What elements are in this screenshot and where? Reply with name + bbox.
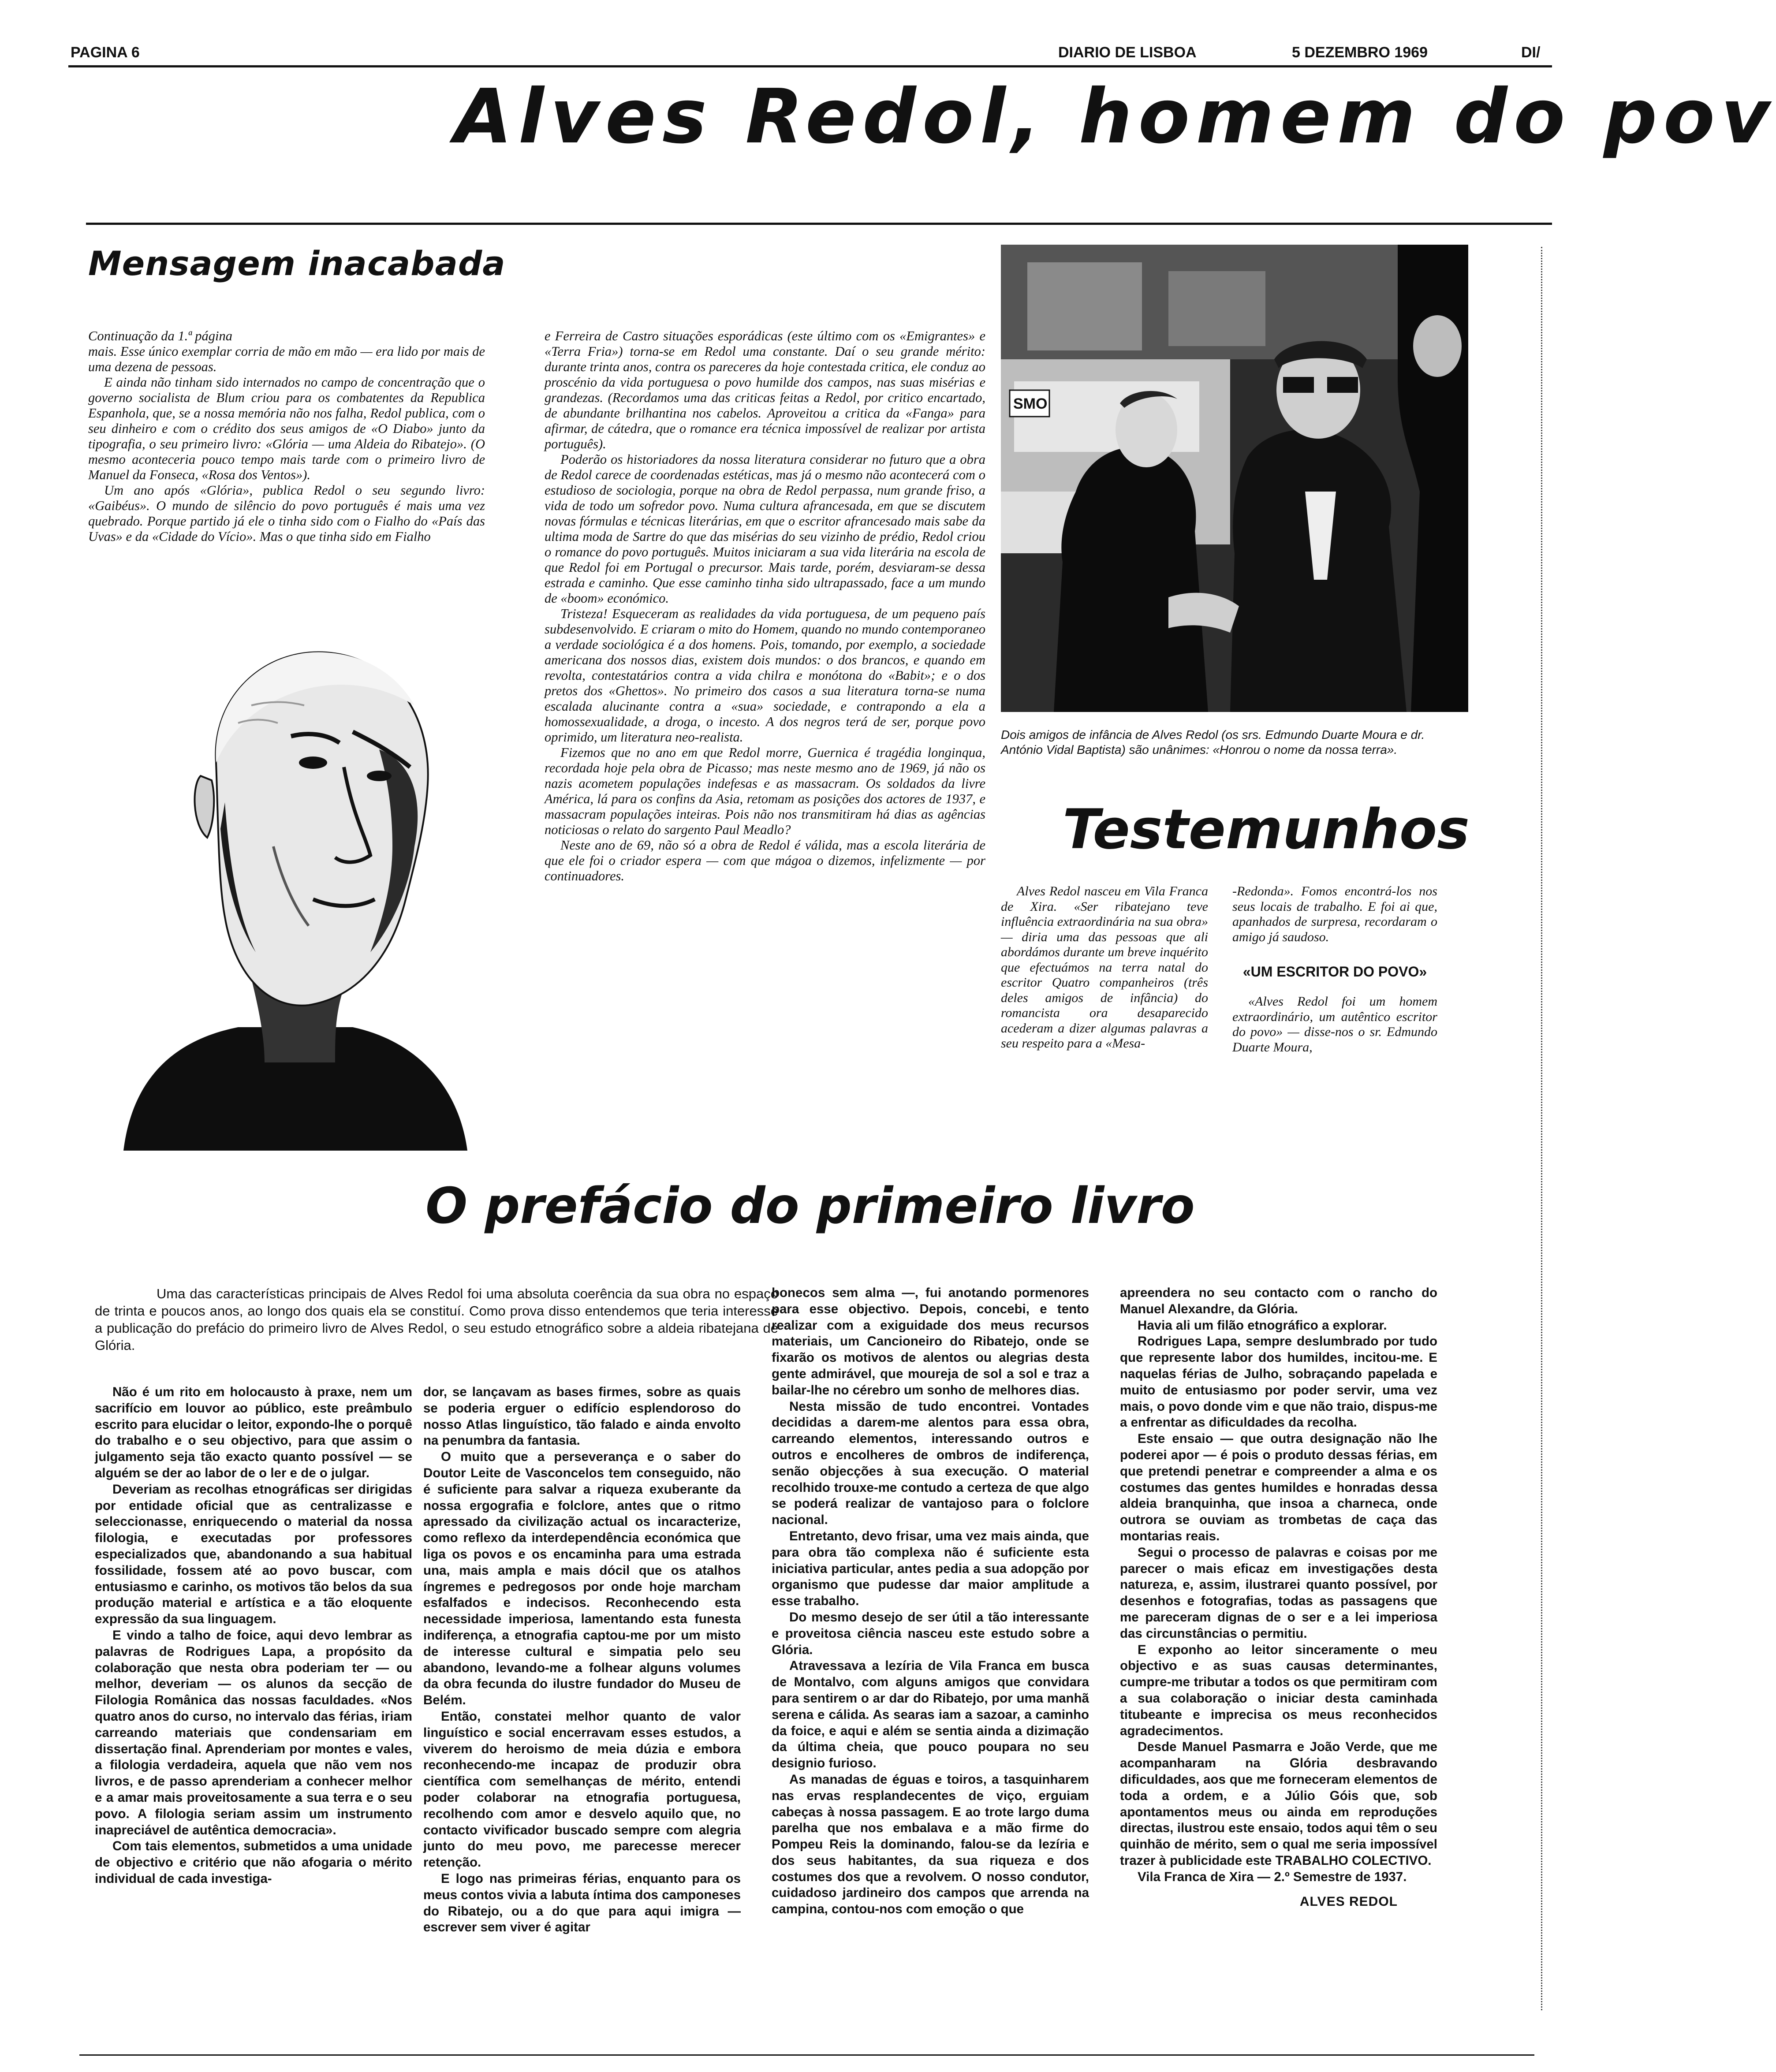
paragraph: mais. Esse único exemplar corria de mão em mão — era lido por mais de uma dezena de pessoas. (88, 344, 485, 374)
mensagem-column-1 (88, 328, 485, 544)
paragraph: E exponho ao leitor sinceramente o meu objectivo e as suas causas determinantes, cumpre-me tributar a todos os que permitiram com a sua colaboração o iniciar desta caminhada titubeante e imprecisa os meus reconhecidos agradecimentos. (1120, 1642, 1437, 1738)
prefacio-column-1 (95, 1384, 412, 1887)
paragraph: Do mesmo desejo de ser útil a tão interessante e proveitosa ciência nasceu este estudo sobre a Glória. (772, 1610, 1089, 1657)
paragraph: Fizemos que no ano em que Redol morre, Guernica é tragédia longinqua, recordada hoje pela obra de Picasso; mas neste mesmo ano de 1969, já não os nazis acometem populações indefesas e as massacram. Os soldados da livre América, lá para os confins da Asia, retomam as posições dos actores de 1937, e massacram populações inteiras. Pois não nos transmitiram há dias as agências noticiosas o relato do sargento Paul Meadlo? (545, 745, 985, 837)
paragraph: Desde Manuel Pasmarra e João Verde, que me acompanharam na Glória desbravando dificuldades, aos que me forneceram elementos de toda a ordem, e a Júlio Góis que, sob apontamentos meus ou ainda em reproduções directas, ilustrou este ensaio, todos aqui têm o seu quinhão de mérito, sem o qual me seria impossível trazer à publicidade este TRABALHO COLECTIVO. (1120, 1740, 1437, 1868)
bottom-rule (79, 2054, 1534, 2056)
paragraph: Vila Franca de Xira — 2.º Semestre de 1937. (1138, 1869, 1407, 1884)
issue-date: 5 DEZEMBRO 1969 (1292, 44, 1428, 61)
paragraph: E vindo a talho de foice, aqui devo lembrar as palavras de Rodrigues Lapa, a propósito da colaboração que nesta obra poderiam ter — ou melhor, deveriam — os alunos da secção de Filologia Românica das nossas faculdades. «Nos quatro anos do curso, no intervalo das férias, iriam carreando materiais que condensariam em dissertação final. Aprenderiam por montes e vales, a filologia verdadeira, aquela que não vem nos livros, e de passo aprenderiam a conhecer melhor e a amar mais proveitosamente a sua terra e o seu povo. A filologia seriam assim um instrumento inapreciável de autêntica democracia». (95, 1628, 412, 1837)
prefacio-column-4 (1120, 1285, 1437, 1910)
friends-photo (1001, 245, 1468, 712)
paragraph: Este ensaio — que outra designação não lhe poderei apor — é pois o produto dessas férias, em que pretendi penetrar e compreender a alma e os costumes das gentes humildes e honradas dessa aldeia branquinha, que insoa a charneca, onde outrora se ouviam as trombetas de caça das montarias reais. (1120, 1431, 1437, 1543)
paragraph: Alves Redol nasceu em Vila Franca de Xira. «Ser ribatejano teve influência extraordinária na sua obra» — diria uma das pessoas que ali abordámos durante um breve inquérito que efectuámos na terra natal do escritor Quatro companheiros (três deles amigos de infância) do romancista ora desaparecido acederam a dizer algumas palavras a seu respeito para a «Mesa- (1001, 884, 1208, 1051)
paragraph: -Redonda». Fomos encontrá-los nos seus locais de trabalho. E foi ai que, apanhados de surpresa, recordaram o amigo já saudoso. (1232, 884, 1437, 944)
prefacio-column-3 (772, 1285, 1089, 1918)
paragraph: E logo nas primeiras férias, enquanto para os meus contos vivia a labuta íntima dos camponeses do Ribatejo, ou a do que para aqui imigra — escrever sem viver é agitar (423, 1871, 741, 1935)
paragraph: O muito que a perseverança e o saber do Doutor Leite de Vasconcelos tem conseguido, não é suficiente para salvar a riqueza exuberante da nossa ergografia e folclore, antes que o ritmo apressado da civilização actual os incaracterize, como reflexo da interdependência económica que liga os povos e os encaminha para uma estrada una, mais ampla e mais dócil que os atalhos íngremes e pedregosos por onde hoje marcham esfalfados e indecisos. Reconhecendo esta necessidade imperiosa, lamentando esta funesta indiferença, a etnografia captou-me por um misto de interesse cultural e simpatia pelo seu abandono, levando-me a folhear alguns volumes da obra fecunda do ilustre fundador do Museu de Belém. (423, 1450, 741, 1708)
paragraph: Então, constatei melhor quanto de valor linguístico e social encerravam esses estudos, a viverem do heroismo de meia dúzia e embora reconhecendo-me incapaz de produzir obra científica com semelhanças de mérito, entendi poder colaborar na etnografia portuguesa, recolhendo com amor e desvelo aquilo que, no contacto vivificador buscado sempre com alegria junto do meu povo, me parecesse merecer retenção. (423, 1709, 741, 1870)
paragraph: Havia ali um filão etnográfico a explorar. (1138, 1318, 1387, 1333)
paragraph: Nesta missão de tudo encontrei. Vontades decididas a darem-me alentos para essa obra, carreando elementos, interessando outros e outros e encolheres de ombros de indiferença, senão objecções à sua execução. O material recolhido trouxe-me contudo a certeza de que algo se poderá realizar de vantajoso para o folclore nacional. (772, 1399, 1089, 1528)
paragraph: E ainda não tinham sido internados no campo de concentração que o governo socialista de Blum criou para os combatentes da Republica Espanhola, que, se a nossa memória não nos falha, Redol publica, com o seu dinheiro e com o crédito dos seus amigos de «O Diabo» junto da tipografia, o seu primeiro livro: «Glória — uma Aldeia do Ribatejo». (O mesmo aconteceria pouco tempo mais tarde com o primeiro livro de Manuel da Fonseca, «Rosa dos Ventos»). (88, 375, 485, 482)
friends-photo-illustration (1001, 245, 1468, 712)
section-title-testemunhos: Testemunhos (1063, 798, 1470, 861)
paragraph: e Ferreira de Castro situações esporádicas (este último com os «Emigrantes» e «Terra Fria») torna-se em Redol uma constante. Daí o seu grande mérito: durante trinta anos, contra os pareceres da hoje contestada critica, ele conduz ao proscénio da vida portuguesa o povo humilde dos campos, nas suas misérias e grandezas. (Recordamos uma das criticas feitas a Redol, por critico encartado, de abundante brilhantina nos cabelos. Aproveitou a critica da «Fanga» para afirmar, de cátedra, que o romance era técnica impossível de realizar por artista português). (545, 328, 985, 451)
lead-paragraph: Uma das características principais de Alves Redol foi uma absoluta coerência da sua obra no espaço de trinta e poucos anos, ao longo dos quais ela se constituí. Como prova disso entendemos que teria interesse a publicação do prefácio do primeiro livro de Alves Redol, o seu estudo etnográfico sobre a aldeia ribatejana de Glória. (95, 1286, 778, 1353)
paragraph: Entretanto, devo frisar, uma vez mais ainda, que para obra tão complexa não é suficiente esta iniciativa particular, antes pedia a sua adopção por organismo que pudesse dar maior amplitude a esse trabalho. (772, 1528, 1089, 1609)
portrait-illustration (106, 617, 481, 1151)
paragraph: As manadas de éguas e toiros, a tasquinharem nas ervas resplandecentes de viço, erguiam cabeças à nossa passagem. E ao trote largo duma parelha que nos embalava e a mão firme do Pompeu Reis la dominando, falou-se da lezíria e dos seus habitantes, da sua riqueza e dos costumes dos que a revolvem. O nosso condutor, cuidadoso jardineiro dos campos que arrenda na campina, contou-nos com emoção o que (772, 1772, 1089, 1917)
edge-fragment: DI/ (1521, 44, 1541, 61)
paragraph: Rodrigues Lapa, sempre deslumbrado por tudo que represente labor dos humildes, incitou-me. E naquelas férias de Julho, sobraçando papelada e muito de entusiasmo por poder servir, uma vez mais, o povo donde vim e que não traio, dispus-me a enfrentar as dificuldades da recolha. (1120, 1334, 1437, 1430)
author-signature: ALVES REDOL (1299, 1894, 1398, 1909)
mensagem-column-2 (545, 328, 985, 884)
paragraph: dor, se lançavam as bases firmes, sobre as quais se poderia erguer o edifício esplendoroso do nosso Atlas linguístico, tão falado e ainda envolto na penumbra da fantasia. (423, 1385, 741, 1448)
paragraph: Tristeza! Esqueceram as realidades da vida portuguesa, de um pequeno país subdesenvolvido. E criaram o mito do Homem, quando no mundo contemporaneo a verdade sociológica é a dos homens. Pois, tomando, por exemplo, a sociedade americana dos nossos dias, existem dois mundos: o dos brancos, e quando em revolta, contestatários contra a vida chilra e monótona do «Babit»; e o dos pretos dos «Ghettos». No primeiro dos casos a sua literatura torna-se numa escalada alucinante contra a «sua» sociedade, e contrapondo a ela a homossexualidade, a droga, o incesto. A dos negros terá de ser, porque povo oprimido, um literatura neo-realista. (545, 606, 985, 745)
paragraph: apreendera no seu contacto com o rancho do Manuel Alexandre, da Glória. (1120, 1286, 1437, 1316)
testemunhos-column-1 (1001, 884, 1208, 1051)
paragraph: Neste ano de 69, não só a obra de Redol é válida, mas a escola literária de que ele foi o criador espera — com que mágoa o dizemos, infelizmente — por continuadores. (545, 838, 985, 883)
portrait-photo (106, 617, 481, 1151)
paragraph: Não é um rito em holocausto à praxe, nem um sacrifício em louvor ao público, este preâmbulo escrito para elucidar o leitor, expondo-lhe o porquê do trabalho e o seu objectivo, para que assim o julgamento seja tão exacto quanto possível — se alguém se der ao labor de o ler e de o julgar. (95, 1385, 412, 1480)
paragraph: Um ano após «Glória», publica Redol o seu segundo livro: «Gaibéus». O mundo de silêncio do povo português é mais uma vez quebrado. Porque partido já ele o tinha sido com o Fialho do «País das Uvas» e da «Cidade do Vício». Mas o que tinha sido em Fialho (88, 483, 485, 544)
page-fold-marks (1541, 247, 1544, 2010)
section-title-prefacio: O prefácio do primeiro livro (425, 1178, 1195, 1235)
page-number: PAGINA 6 (71, 44, 140, 61)
paragraph: Atravessava a lezíria de Vila Franca em busca de Montalvo, com alguns amigos que convidara para sentirem o ar dar do Ribatejo, por uma manhã serena e cálida. As searas iam a sazoar, a caminho da foice, e aqui e além se sentia ainda a dizimação da última cheia, que pouco poupara no seu designio furioso. (772, 1658, 1089, 1771)
paragraph: bonecos sem alma —, fui anotando pormenores para esse objectivo. Depois, concebi, e tento realizar com a exiguidade dos meus recursos materiais, um Cancioneiro do Ribatejo, onde se fixarão os motivos de alentos ou alegrias desta gente admirável, que moureja de sol a sol e traz a bailar-lhe no cérebro um sonho de melhores dias. (772, 1286, 1089, 1397)
paragraph: Deveriam as recolhas etnográficas ser dirigidas por entidade oficial que as centralizasse e seleccionasse, enriquecendo o material da nossa filologia, e executadas por professores especializados que, abandonando a sua habitual fossilidade, fossem até ao povo buscar, com entusiasmo e carinho, os motivos tão belos da sua produção material e artística e a tão eloquente expressão da sua linguagem. (95, 1482, 412, 1627)
section-title-mensagem: Mensagem inacabada (88, 244, 506, 283)
main-headline: Alves Redol, homem do pov (454, 73, 1776, 160)
photo-caption: Dois amigos de infância de Alves Redol (os srs. Edmundo Duarte Moura e dr. António Vidal Baptista) são unânimes: «Honrou o nome da nossa terra». (1001, 728, 1425, 757)
paragraph: «Alves Redol foi um homem extraordinário, um autêntico escritor do povo» — disse-nos o sr. Edmundo Duarte Moura, (1232, 994, 1437, 1055)
headline-rule (86, 223, 1552, 225)
newspaper-name: DIARIO DE LISBOA (1058, 44, 1197, 61)
paragraph: Com tais elementos, submetidos a uma unidade de objectivo e critério que não afogaria o mérito individual de cada investiga- (95, 1839, 412, 1886)
prefacio-lead (95, 1285, 778, 1354)
paragraph: Segui o processo de palavras e coisas por me parecer o mais eficaz em investigações desta natureza, e, assim, ilustrarei quanto possível, por desenhos e fotografias, todas as passagens que me pareceram dignas de o ser e a lei imperiosa das circunstâncias o permitiu. (1120, 1545, 1437, 1641)
car-plate: SMO (1013, 395, 1048, 412)
masthead-rule (68, 65, 1552, 67)
paragraph: Poderão os historiadores da nossa literatura considerar no futuro que a obra de Redol carece de coordenadas estéticas, mas já o mesmo não acontecerá com o estudioso de sociologia, porque na obra de Redol perpassa, num grande friso, a vida de todo um sofredor povo. Numa cultura afrancesada, em que se discutem novas fórmulas e técnicas literárias, em que o escritor afrancesado mais sabe da ultima moda de Sartre do que das misérias do seu vizinho de prédio, Redol criou o romance do povo português. Muitos iniciaram a sua vida literária na escola de que Redol foi em Portugal o precursor. Mais tarde, porém, desviaram-se dessa estrada e caminho. Que esse caminho tinha sido ultrapassado, face a um mundo de «boom» económico. (545, 452, 985, 606)
testemunhos-subhead: «UM ESCRITOR DO POVO» (1242, 964, 1427, 980)
prefacio-column-2 (423, 1384, 741, 1936)
testemunhos-column-2 (1232, 884, 1437, 1055)
continuation-note: Continuação da 1.ª página (88, 328, 232, 343)
